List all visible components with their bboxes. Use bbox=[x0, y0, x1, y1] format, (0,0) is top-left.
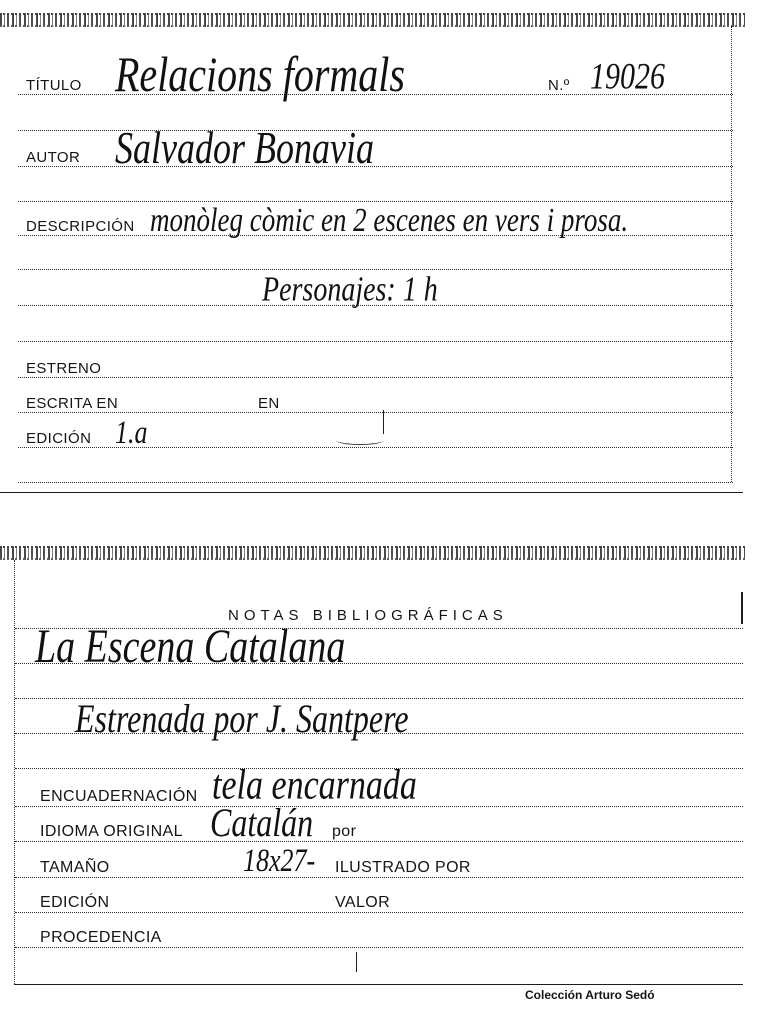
estreno-label: ESTRENO bbox=[26, 360, 102, 377]
card-2-left-edge bbox=[14, 560, 15, 984]
ruled-line bbox=[15, 877, 743, 878]
ruled-line bbox=[18, 341, 733, 342]
ruled-line bbox=[15, 947, 743, 948]
edicion-value: 1.a bbox=[115, 414, 148, 451]
card-2-right-edge bbox=[741, 592, 743, 624]
note-line: Estrenada por J. Santpere bbox=[75, 695, 409, 741]
edicion-label: EDICIÓN bbox=[26, 430, 92, 447]
encuadernacion-value: tela encarnada bbox=[212, 762, 417, 809]
en-label: EN bbox=[258, 395, 280, 412]
escrita-en-label: ESCRITA EN bbox=[26, 395, 119, 412]
card-2-bottom-edge bbox=[14, 984, 743, 985]
tamano-value: 18x27- bbox=[243, 842, 316, 879]
procedencia-label: PROCEDENCIA bbox=[40, 929, 162, 946]
ruled-line bbox=[18, 482, 733, 483]
autor-value: Salvador Bonavia bbox=[115, 122, 374, 173]
numero-value: 19026 bbox=[590, 56, 665, 98]
ilustrado-label: ILUSTRADO POR bbox=[335, 859, 471, 876]
titulo-label: TÍTULO bbox=[26, 77, 82, 94]
ruled-line bbox=[15, 841, 743, 842]
ruled-line bbox=[18, 377, 733, 378]
note-line: La Escena Catalana bbox=[35, 620, 346, 674]
titulo-value: Relacions formals bbox=[115, 45, 405, 103]
personajes-value: Personajes: 1 h bbox=[262, 270, 438, 310]
numero-label: N.º bbox=[548, 77, 570, 94]
descripcion-value: monòleg còmic en 2 escenes en vers i prosa. bbox=[150, 200, 629, 239]
encuadernacion-label: ENCUADERNACIÓN bbox=[40, 788, 198, 805]
por-label: por bbox=[332, 823, 357, 840]
notas-heading: NOTAS BIBLIOGRÁFICAS bbox=[228, 607, 508, 624]
card-2-top-edge bbox=[0, 546, 745, 560]
scan-mark bbox=[383, 410, 384, 434]
card-1-top-edge bbox=[0, 13, 745, 27]
descripcion-label: DESCRIPCIÓN bbox=[26, 218, 135, 235]
autor-label: AUTOR bbox=[26, 149, 81, 166]
scan-mark bbox=[336, 430, 384, 445]
idioma-label: IDIOMA ORIGINAL bbox=[40, 823, 183, 840]
scan-mark bbox=[356, 952, 357, 972]
valor-label: VALOR bbox=[335, 894, 391, 911]
ruled-line bbox=[18, 412, 733, 413]
edicion-label-2: EDICIÓN bbox=[40, 894, 110, 911]
card-1-bottom-edge bbox=[0, 492, 743, 493]
tamano-label: TAMAÑO bbox=[40, 859, 110, 876]
collection-footer: Colección Arturo Sedó bbox=[525, 988, 655, 1002]
idioma-value: Catalán bbox=[210, 799, 314, 845]
ruled-line bbox=[15, 912, 743, 913]
